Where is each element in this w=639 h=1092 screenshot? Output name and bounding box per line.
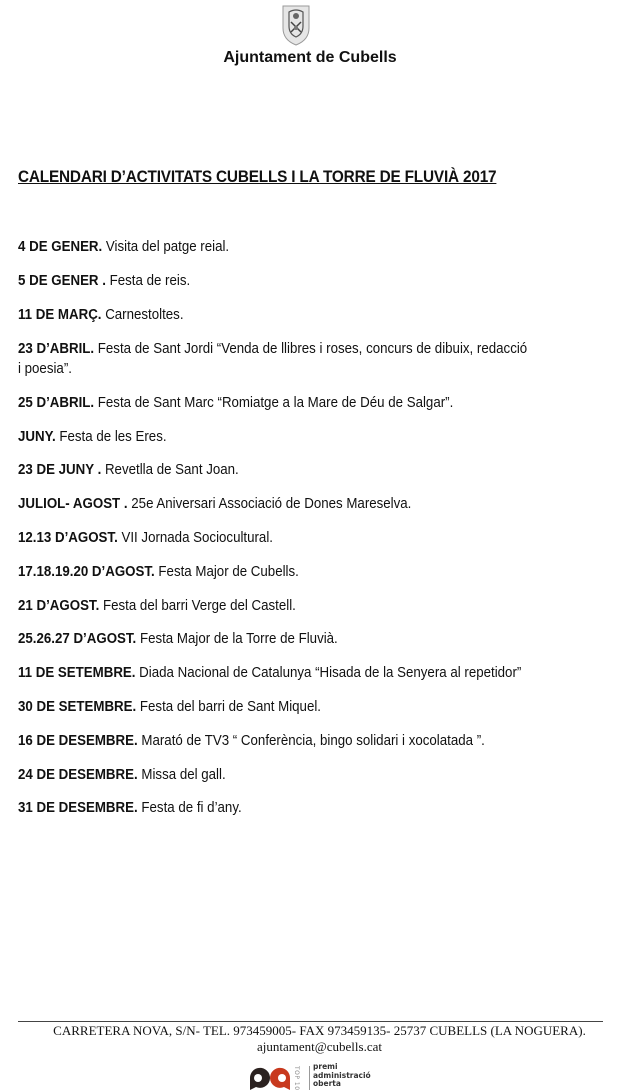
event-desc: Carnestoltes. [101, 307, 184, 323]
event-date: 5 DE GENER . [18, 273, 106, 289]
event-item [18, 663, 613, 683]
event-desc: Festa de fi d’any. [137, 800, 242, 816]
event-date: 23 DE JUNY . [18, 462, 102, 478]
award-line-2: administració [313, 1070, 371, 1080]
event-item [18, 596, 613, 616]
event-desc: Missa del gall. [137, 767, 226, 783]
event-item [18, 528, 613, 548]
coat-of-arms-icon [281, 4, 311, 46]
event-item [18, 562, 613, 582]
event-desc: Festa de Sant Marc “Romiatge a la Mare de Déu de Salgar”. [94, 395, 454, 411]
event-desc: Diada Nacional de Catalunya “Hisada de la Senyera al repetidor” [135, 665, 522, 681]
event-date: 12.13 D’AGOST. [18, 530, 118, 546]
event-item [18, 237, 613, 257]
event-desc: Festa Major de la Torre de Fluvià. [136, 631, 338, 647]
organization-name: Ajuntament de Cubells [223, 49, 397, 66]
event-item [18, 339, 613, 379]
event-date: 24 DE DESEMBRE. [18, 767, 138, 783]
event-date: 31 DE DESEMBRE. [18, 800, 138, 816]
award-separator [309, 1066, 310, 1090]
event-desc: Festa de Sant Jordi “Venda de llibres i roses, concurs de dibuix, redacció [94, 341, 528, 357]
event-item [18, 393, 613, 413]
event-item [18, 305, 613, 325]
award-line-3: oberta [313, 1079, 341, 1088]
event-item [18, 697, 613, 717]
event-date: 30 DE SETEMBRE. [18, 699, 137, 715]
event-desc: 25e Aniversari Associació de Dones Mareselva. [127, 496, 412, 512]
event-date: 25 D’ABRIL. [18, 395, 95, 411]
event-desc: Festa del barri Verge del Castell. [99, 598, 296, 614]
event-item [18, 731, 613, 751]
event-date: 11 DE SETEMBRE. [18, 665, 136, 681]
event-date: 23 D’ABRIL. [18, 341, 95, 357]
event-date: JUNY. [18, 429, 56, 445]
event-desc-continued: i poesia”. [18, 361, 72, 377]
event-item [18, 494, 613, 514]
event-date: JULIOL- AGOST . [18, 496, 128, 512]
award-text [313, 1063, 371, 1089]
event-desc: Festa del barri de Sant Miquel. [136, 699, 321, 715]
event-desc: Festa Major de Cubells. [154, 564, 299, 580]
footer-address: CARRETERA NOVA, S/N- TEL. 973459005- FAX 973459135- 25737 CUBELLS (LA NOGUERA). [53, 1023, 586, 1038]
footer-divider [18, 1021, 603, 1022]
event-date: 11 DE MARÇ. [18, 307, 102, 323]
document-title: CALENDARI D’ACTIVITATS CUBELLS I LA TORRE DE FLUVIÀ 2017 [18, 168, 497, 186]
award-line-1: premi [313, 1062, 338, 1071]
event-desc: Marató de TV3 “ Conferència, bingo solidari i xocolatada ”. [137, 733, 485, 749]
event-item [18, 271, 613, 291]
event-desc: Festa de reis. [105, 273, 191, 289]
footer-email[interactable]: ajuntament@cubells.cat [257, 1039, 382, 1054]
event-item [18, 765, 613, 785]
award-badge: TOP 10 [293, 1066, 300, 1091]
event-desc: Festa de les Eres. [55, 429, 167, 445]
event-desc: VII Jornada Sociocultural. [117, 530, 273, 546]
event-desc: Visita del patge reial. [102, 239, 230, 255]
event-item [18, 629, 613, 649]
event-item [18, 427, 613, 447]
event-item [18, 460, 613, 480]
event-date: 17.18.19.20 D’AGOST. [18, 564, 155, 580]
event-date: 4 DE GENER. [18, 239, 103, 255]
event-date: 16 DE DESEMBRE. [18, 733, 138, 749]
event-date: 25.26.27 D’AGOST. [18, 631, 137, 647]
event-date: 21 D’AGOST. [18, 598, 100, 614]
event-desc: Revetlla de Sant Joan. [101, 462, 239, 478]
event-item [18, 798, 613, 818]
